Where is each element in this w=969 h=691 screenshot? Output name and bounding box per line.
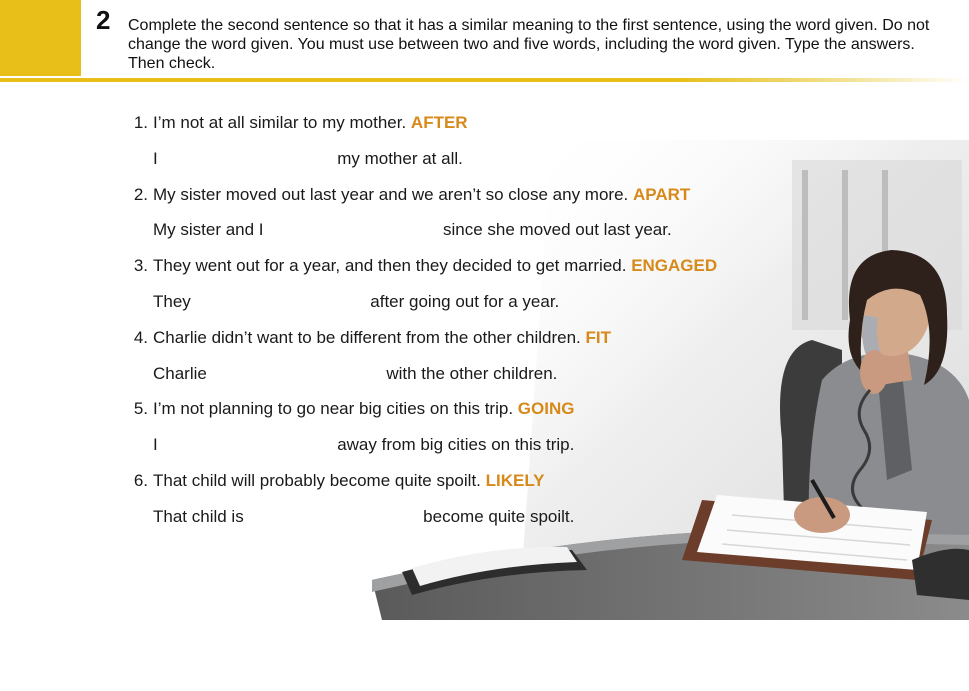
item-2-number: 2. xyxy=(133,184,148,204)
header-divider xyxy=(0,78,969,82)
item-6-prefix: That child is xyxy=(153,506,244,526)
item-5-sentence: I’m not planning to go near big cities on this trip. xyxy=(153,399,514,419)
item-3-answer-line xyxy=(128,287,728,323)
item-6-keyword: LIKELY xyxy=(485,470,545,490)
item-2-sentence: My sister moved out last year and we aren’t so close any more. xyxy=(153,184,629,204)
item-4-prompt xyxy=(128,323,728,359)
item-6-suffix: become quite spoilt. xyxy=(423,506,575,526)
item-3-prefix: They xyxy=(153,291,191,311)
item-4-sentence: Charlie didn’t want to be different from the other children. xyxy=(153,327,581,347)
item-6-sentence: That child will probably become quite spoilt. xyxy=(153,470,481,490)
item-1-number: 1. xyxy=(133,113,148,132)
item-4-answer-field[interactable] xyxy=(212,364,382,384)
item-1-answer-field[interactable] xyxy=(162,149,332,169)
item-3-prompt xyxy=(128,251,728,287)
item-3-number: 3. xyxy=(133,256,148,276)
item-5-answer-field[interactable] xyxy=(162,436,332,456)
exercise-items xyxy=(128,108,728,538)
item-3-keyword: ENGAGED xyxy=(631,256,718,276)
exercise-header xyxy=(0,0,969,84)
item-4-answer-line xyxy=(128,359,728,395)
item-3-sentence: They went out for a year, and then they decided to get married. xyxy=(153,256,627,276)
item-5-prompt xyxy=(128,394,728,430)
item-5-keyword: GOING xyxy=(517,399,575,419)
item-5-number: 5. xyxy=(133,399,148,419)
item-1-keyword: AFTER xyxy=(410,113,468,132)
item-2-answer-field[interactable] xyxy=(268,221,438,241)
item-4-suffix: with the other children. xyxy=(386,363,558,383)
item-3-suffix: after going out for a year. xyxy=(370,291,560,311)
item-6-answer-line xyxy=(128,502,728,538)
item-4-keyword: FIT xyxy=(585,327,611,347)
item-6-answer-field[interactable] xyxy=(248,507,418,527)
item-2-suffix: since she moved out last year. xyxy=(443,220,672,240)
item-4-number: 4. xyxy=(133,327,148,347)
item-1-sentence: I’m not at all similar to my mother. xyxy=(153,113,407,132)
item-2-prefix: My sister and I xyxy=(153,220,264,240)
item-1-suffix: my mother at all. xyxy=(337,148,463,168)
item-2-prompt xyxy=(128,180,728,216)
item-1-answer-line xyxy=(128,144,728,180)
item-5-suffix: away from big cities on this trip. xyxy=(337,435,575,455)
item-6-number: 6. xyxy=(133,470,148,490)
item-6-prompt xyxy=(128,466,728,502)
item-2-answer-line xyxy=(128,215,728,251)
item-2-keyword: APART xyxy=(633,184,691,204)
item-1-prefix: I xyxy=(153,148,158,168)
exercise-instructions: Complete the second sentence so that it has a similar meaning to the first sentence, using the word given. Do not change the word given. You must use between two and five words, including the word given. Type the answers. Then check. xyxy=(128,17,930,72)
item-5-answer-line xyxy=(128,430,728,466)
item-3-answer-field[interactable] xyxy=(196,293,366,313)
exercise-number: 2 xyxy=(96,5,111,35)
item-5-prefix: I xyxy=(153,435,158,455)
item-1-prompt xyxy=(128,108,728,144)
header-accent-block xyxy=(0,0,81,76)
item-4-prefix: Charlie xyxy=(153,363,207,383)
